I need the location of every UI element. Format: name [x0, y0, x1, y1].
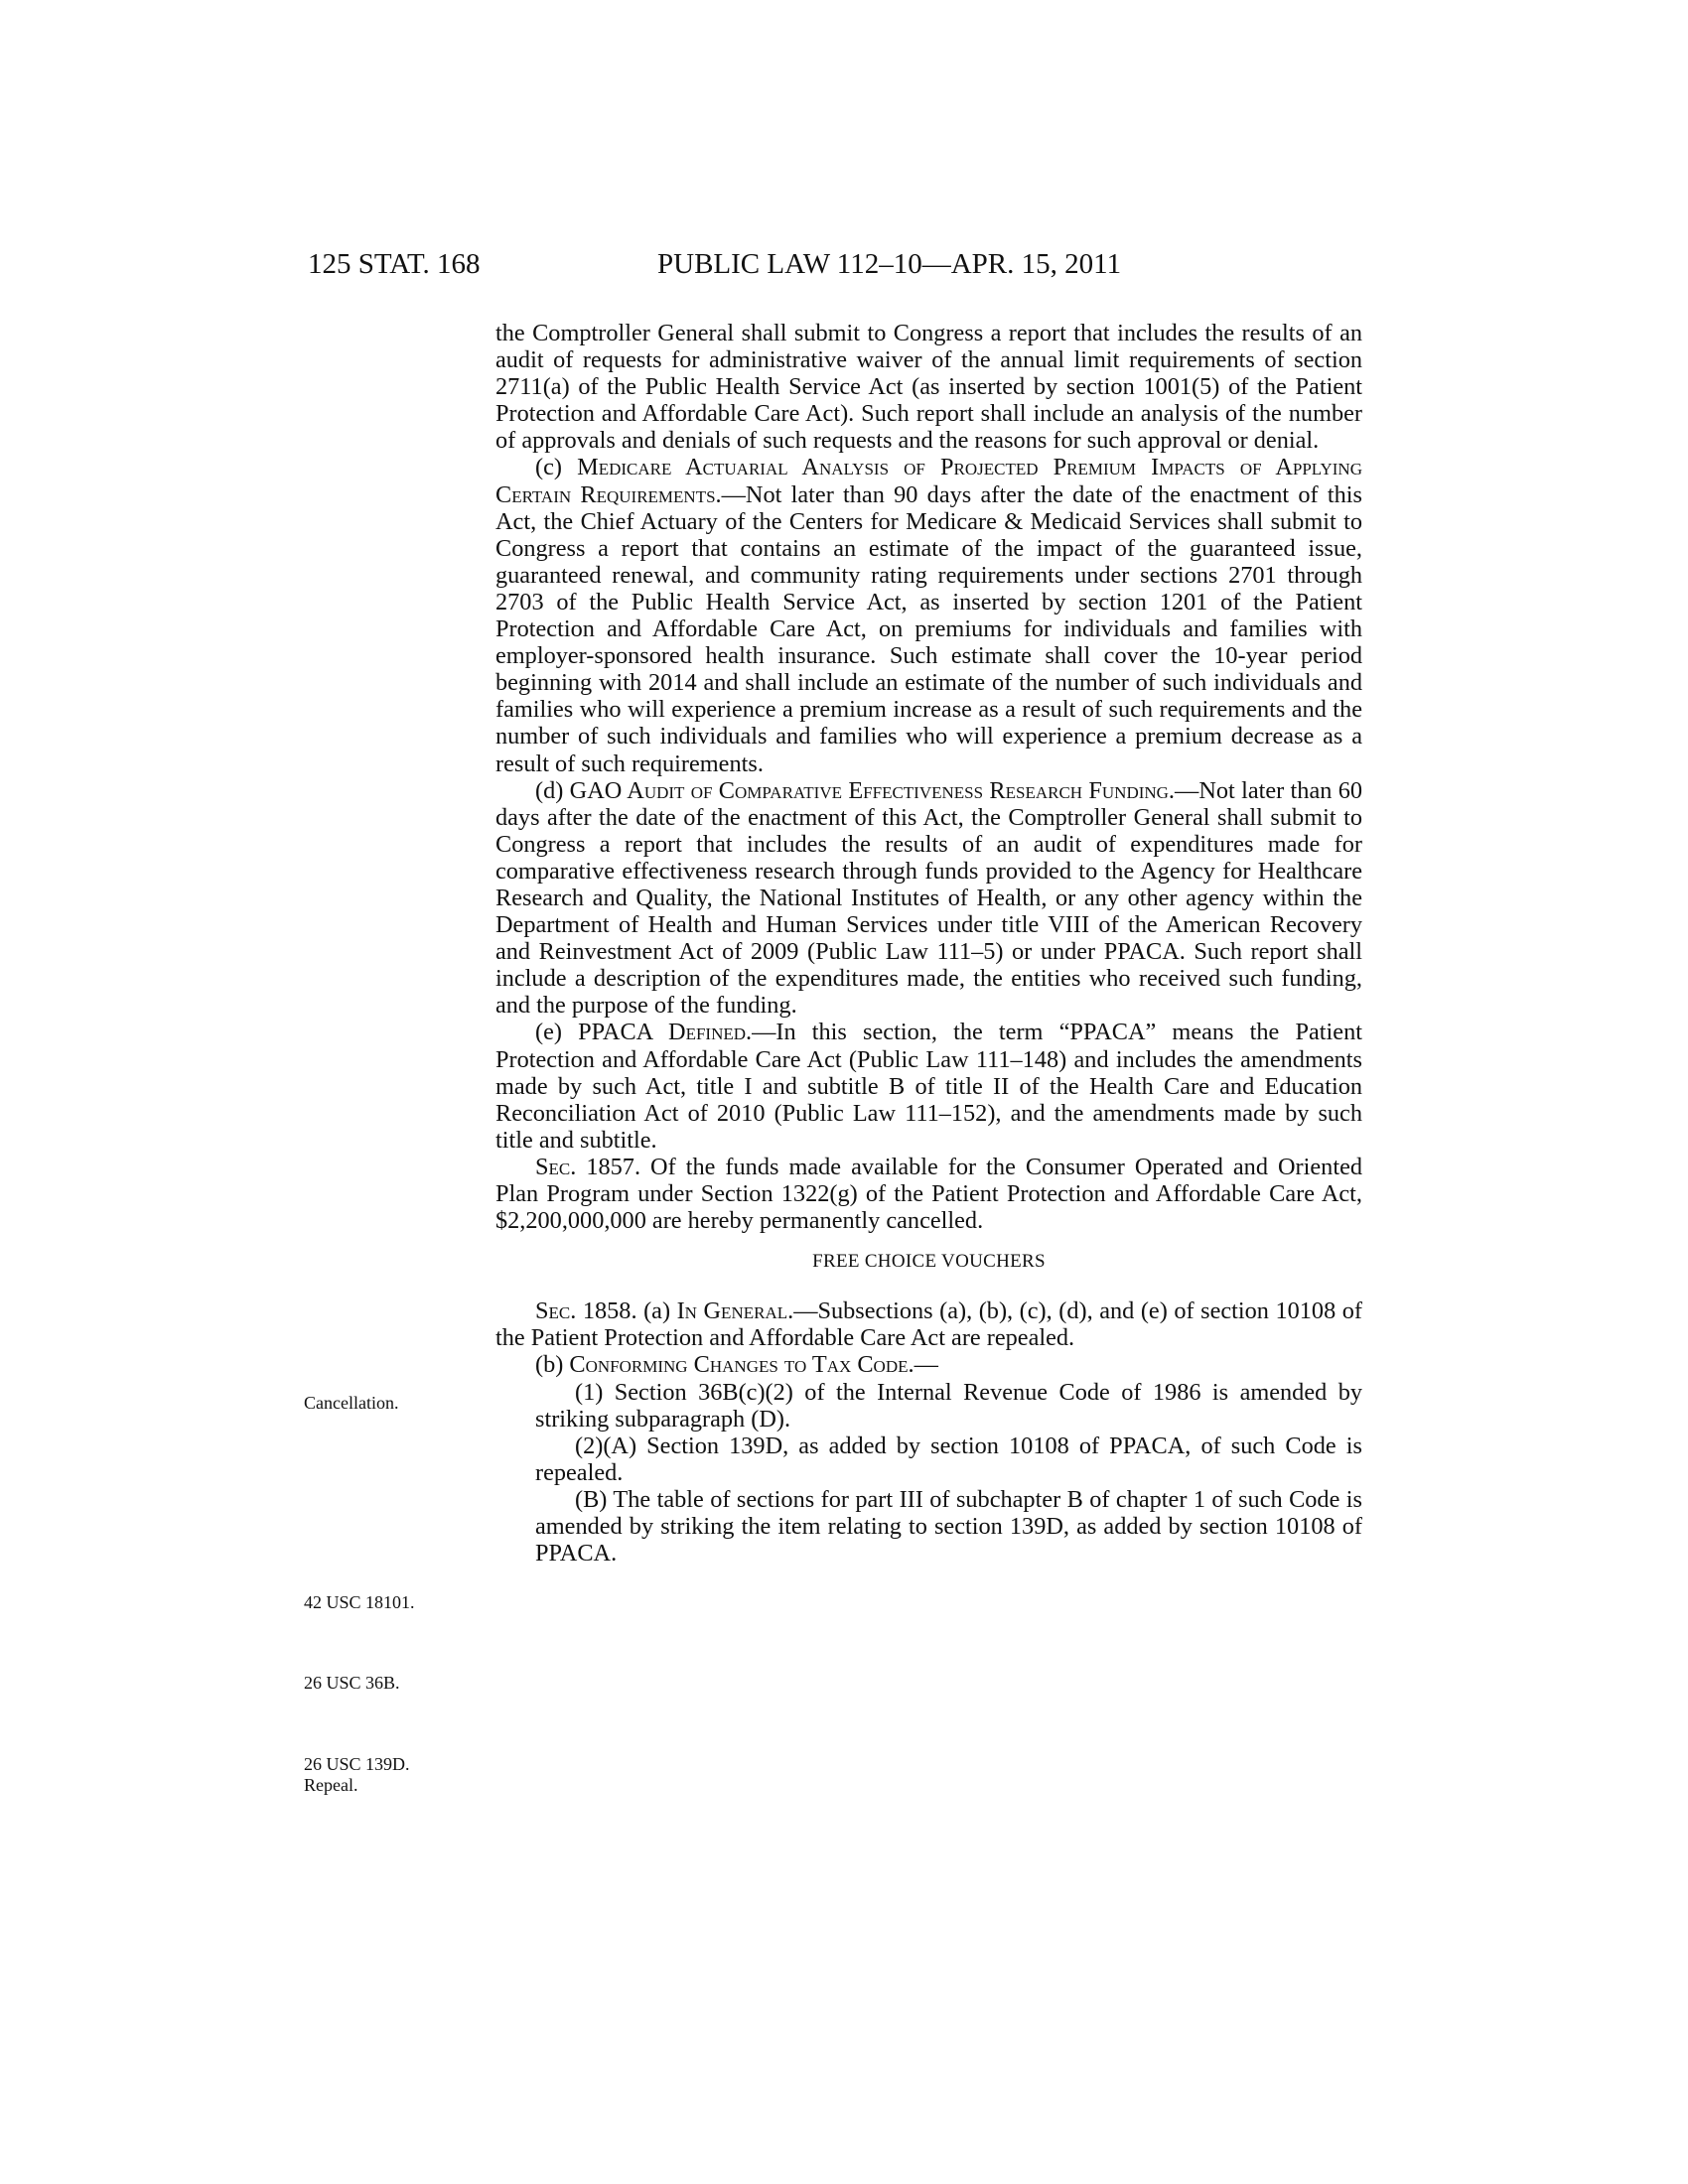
free-choice-vouchers-heading: FREE CHOICE VOUCHERS — [812, 1251, 1046, 1273]
subsection-d — [495, 777, 1362, 1020]
margin-note-cancellation: Cancellation. — [304, 1393, 399, 1413]
subsection-d-number: (d) — [535, 776, 564, 804]
subsection-c — [495, 454, 1362, 776]
subsection-b-heading: Conforming Changes to Tax Code. — [569, 1351, 914, 1379]
section-1858-label: Sec. — [535, 1297, 577, 1325]
subsection-e-number: (e) — [535, 1019, 562, 1046]
subsection-b-number: (b) — [535, 1351, 564, 1379]
margin-note-repeal: Repeal. — [304, 1775, 358, 1795]
section-1857-text: 1857. Of the funds made available for the Consumer Operated and Oriented Plan Program under Section 1322(g) of the Patient Protection and Affordable Care Act, $2,200,000,000 are hereby permanently cancelled. — [495, 1153, 1362, 1235]
paragraph-b1: (1) Section 36B(c)(2) of the Internal Revenue Code of 1986 is amended by striking subparagraph (D). — [535, 1378, 1362, 1433]
subsection-d-heading: GAO Audit of Comparative Effectiveness Research Funding. — [569, 776, 1176, 804]
statute-page-reference: 125 STAT. 168 — [308, 248, 481, 280]
section-1858-a-text: —Subsections (a), (b), (c), (d), and (e) of section 10108 of the Patient Protection and Affordable Care Act are repealed. — [495, 1297, 1363, 1352]
subsection-e-heading: PPACA Defined. — [578, 1019, 753, 1046]
paragraph-b2b: (B) The table of sections for part III of subchapter B of chapter 1 of such Code is amended by striking the item relating to section 139D, as added by section 10108 of PPACA. — [535, 1485, 1362, 1568]
paragraph-b2a: (2)(A) Section 139D, as added by section 10108 of PPACA, of such Code is repealed. — [535, 1432, 1362, 1486]
section-1857-label: Sec. — [535, 1153, 577, 1180]
subsection-b — [495, 1351, 1362, 1378]
section-1857 — [495, 1154, 1362, 1234]
subsection-c-number: (c) — [535, 454, 562, 481]
margin-note-usc-139d: 26 USC 139D. — [304, 1754, 410, 1774]
body-text — [495, 320, 1362, 1567]
section-1858-a-heading: In General. — [676, 1297, 794, 1325]
subsection-c-heading: Medicare Actuarial Analysis of Projected Premium Impacts of Applying Certain Requirements. — [495, 454, 1362, 508]
subsection-e — [495, 1019, 1362, 1153]
page-header — [308, 248, 1362, 288]
page-title: PUBLIC LAW 112–10—APR. 15, 2011 — [657, 248, 1122, 280]
section-1858 — [495, 1297, 1362, 1351]
margin-note-usc-18101: 42 USC 18101. — [304, 1592, 415, 1612]
subsection-b-dash: — — [914, 1351, 938, 1379]
subsection-d-text: —Not later than 60 days after the date of the enactment of this Act, the Comptroller General shall submit to Congress a report that includes the results of an audit of expenditures made for comparative effectiveness research through funds provided to the Agency for Healthcare Research and Quality, the National Institutes of Health, or any other agency within the Department of Health and Human Services under title VIII of the American Recovery and Reinvestment Act of 2009 (Public Law 111–5) or under PPACA. Such report shall include a description of the expenditures made, the entities who received such funding, and the purpose of the funding. — [495, 776, 1363, 1020]
margin-note-usc-36b: 26 USC 36B. — [304, 1673, 400, 1693]
subsection-e-text: —In this section, the term “PPACA” means the Patient Protection and Affordable Care Act (Public Law 111–148) and includes the amendments made by such Act, title I and subtitle B of title II of the Health Care and Education Reconciliation Act of 2010 (Public Law 111–152), and the amendments made by such title and subtitle. — [495, 1019, 1362, 1154]
paragraph-continuation: the Comptroller General shall submit to Congress a report that includes the results of an audit of requests for administrative waiver of the annual limit requirements of section 2711(a) of the Public Health Service Act (as inserted by section 1001(5) of the Patient Protection and Affordable Care Act). Such report shall include an analysis of the number of approvals and denials of such requests and the reasons for such approval or denial. — [495, 320, 1362, 455]
section-1858-prefix: 1858. (a) — [576, 1297, 677, 1325]
subsection-c-text: —Not later than 90 days after the date of the enactment of this Act, the Chief Actuary of the Centers for Medicare & Medicaid Services shall submit to Congress a report that contains an estimate of the impact of the guaranteed issue, guaranteed renewal, and community rating requirements under sections 2701 through 2703 of the Public Health Service Act, as inserted by section 1201 of the Patient Protection and Affordable Care Act, on premiums for individuals and families with employer-sponsored health insurance. Such estimate shall cover the 10-year period beginning with 2014 and shall include an estimate of the number of such individuals and families who will experience a premium increase as a result of such requirements and the number of such individuals and families who will experience a premium decrease as a result of such requirements. — [495, 480, 1362, 777]
